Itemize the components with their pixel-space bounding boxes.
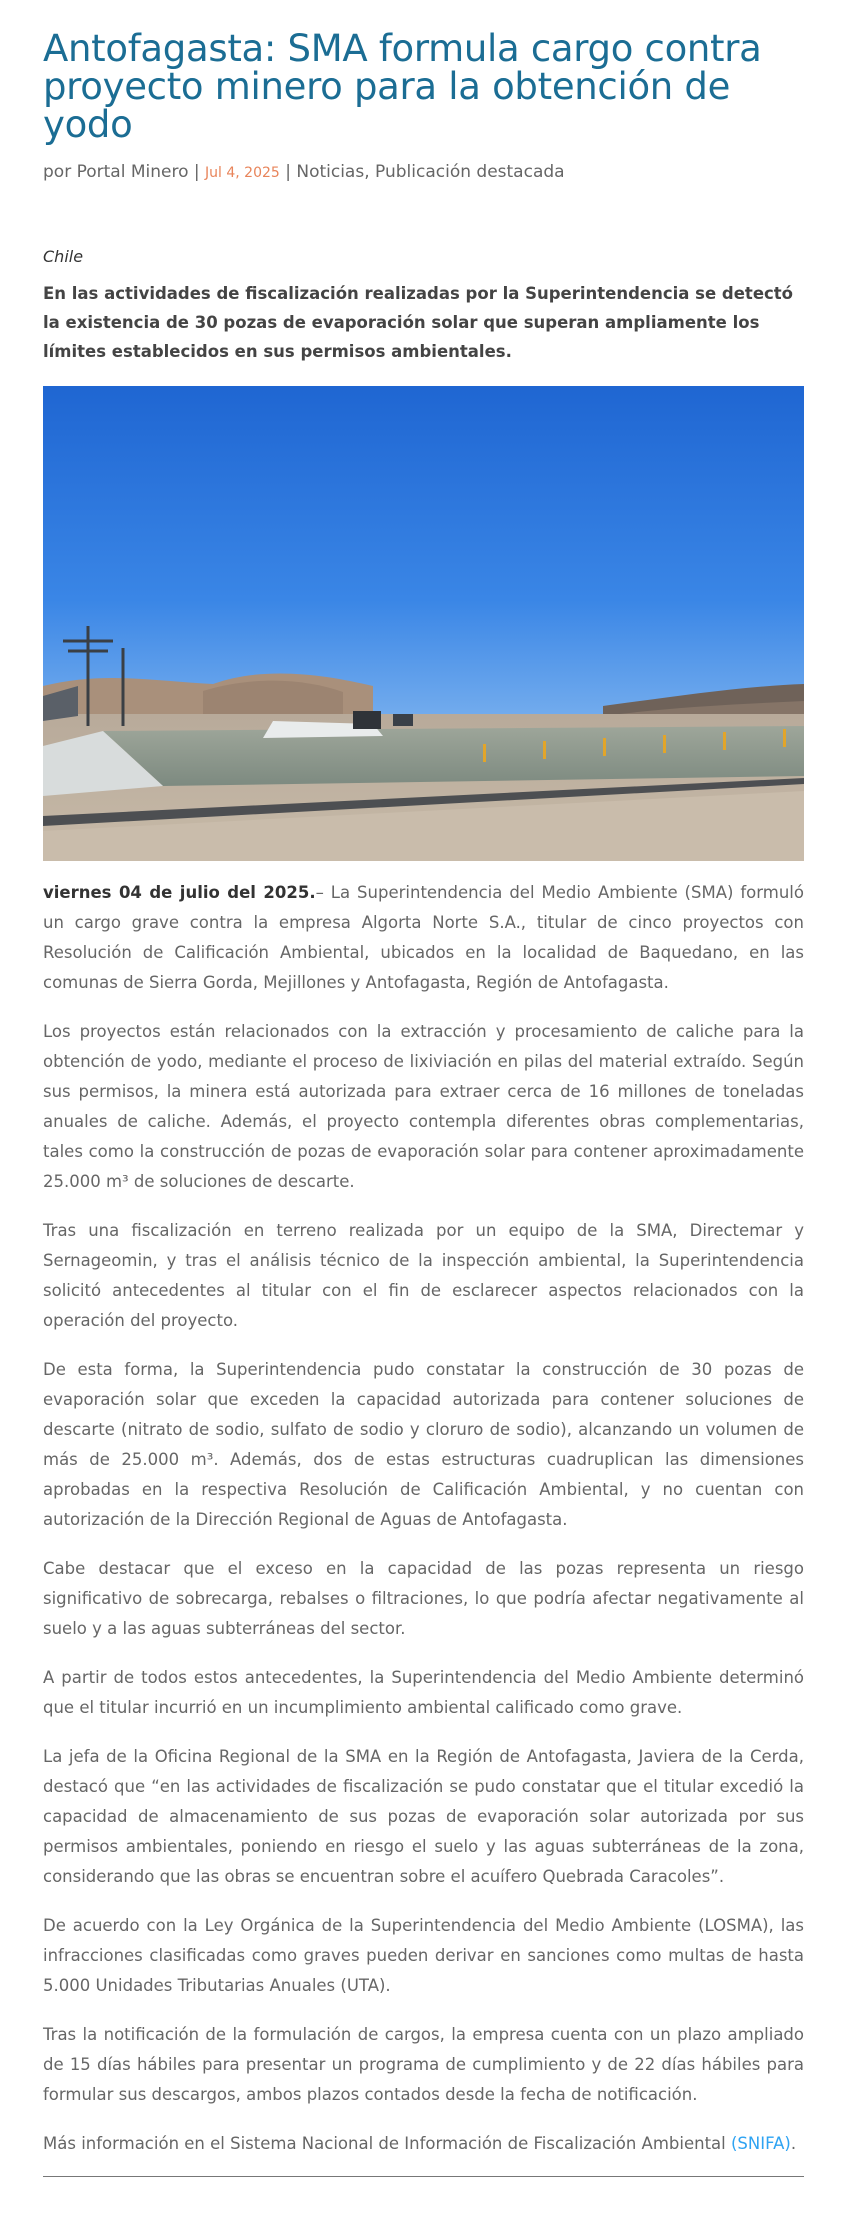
- meta-separator: |: [285, 162, 291, 182]
- meta-comma: ,: [364, 162, 376, 182]
- dateline: viernes 04 de julio del 2025.: [43, 883, 316, 902]
- snifa-link[interactable]: (SNIFA): [731, 2134, 791, 2153]
- meta-separator: |: [193, 162, 200, 182]
- paragraph: De acuerdo con la Ley Orgánica de la Superintendencia del Medio Ambiente (LOSMA), las infracciones clasificadas como graves pueden derivar en sanciones como multas de hasta 5.000 Unidades Tributarias Anuales (UTA).: [43, 1916, 804, 1995]
- post-meta: [43, 160, 804, 185]
- author-link[interactable]: Portal Minero: [76, 162, 189, 182]
- paragraph: A partir de todos estos antecedentes, la Superintendencia del Medio Ambiente determinó que el titular incurrió en un incumplimiento ambiental calificado como grave.: [43, 1668, 804, 1717]
- paragraph-text: – La Superintendencia del Medio Ambiente (SMA) formuló un cargo grave contra la empresa Algorta Norte S.A., titular de cinco proyectos con Resolución de Calificación Ambiental, ubicados en la localidad de Baquedano, en las comunas de Sierra Gorda, Mejillones y Antofagasta, Región de Antofagasta.: [43, 883, 804, 992]
- category-link-destacada[interactable]: Publicación destacada: [375, 162, 565, 182]
- article-body: [43, 878, 804, 2159]
- article-photo: [43, 386, 804, 861]
- more-info-text: Más información en el Sistema Nacional de Información de Fiscalización Ambiental: [43, 2134, 726, 2153]
- location-label: Chile: [43, 247, 84, 266]
- article-title: Antofagasta: SMA formula cargo contra proyecto minero para la obtención de yodo: [43, 27, 762, 146]
- category-link-noticias[interactable]: Noticias: [296, 162, 365, 182]
- article-lead: En las actividades de fiscalización realizadas por la Superintendencia se detectó la existencia de 30 pozas de evaporación solar que superan ampliamente los límites establecidos en sus permisos ambientales.: [43, 284, 794, 361]
- paragraph: [43, 878, 804, 998]
- article: [43, 0, 804, 2177]
- paragraph: De esta forma, la Superintendencia pudo constatar la construcción de 30 pozas de evaporación solar que exceden la capacidad autorizada para contener soluciones de descarte (nitrato de sodio, sulfato de sodio y cloruro de sodio), alcanzando un volumen de más de 25.000 m³. Además, dos de estas estructuras cuadruplican las dimensiones aprobadas en la respectiva Resolución de Calificación Ambiental, y no cuentan con autorización de la Dirección Regional de Aguas de Antofagasta.: [43, 1360, 804, 1529]
- publish-date: Jul 4, 2025: [205, 165, 280, 181]
- more-info-end: .: [790, 2134, 797, 2153]
- paragraph: La jefa de la Oficina Regional de la SMA en la Región de Antofagasta, Javiera de la Cerda, destacó que “en las actividades de fiscalización se pudo constatar que el titular excedió la capacidad de almacenamiento de sus pozas de evaporación solar autorizada por sus permisos ambientales, poniendo en riesgo el suelo y las aguas subterráneas de la zona, considerando que las obras se encuentran sobre el acuífero Quebrada Caracoles”.: [43, 1747, 804, 1886]
- divider: [43, 2176, 804, 2177]
- paragraph: Tras la notificación de la formulación de cargos, la empresa cuenta con un plazo ampliado de 15 días hábiles para presentar un programa de cumplimiento y de 22 días hábiles para formular sus descargos, ambos plazos contados desde la fecha de notificación.: [43, 2025, 804, 2104]
- paragraph: Los proyectos están relacionados con la extracción y procesamiento de caliche para la obtención de yodo, mediante el proceso de lixiviación en pilas del material extraído. Según sus permisos, la minera está autorizada para extraer cerca de 16 millones de toneladas anuales de caliche. Además, el proyecto contempla diferentes obras complementarias, tales como la construcción de pozas de evaporación solar para contener aproximadamente 25.000 m³ de soluciones de descarte.: [43, 1022, 804, 1191]
- paragraph: Cabe destacar que el exceso en la capacidad de las pozas representa un riesgo significativo de sobrecarga, rebalses o filtraciones, lo que podría afectar negativamente al suelo y a las aguas subterráneas del sector.: [43, 1559, 804, 1638]
- paragraph: [43, 2129, 804, 2159]
- meta-by: por: [43, 162, 72, 182]
- paragraph: Tras una fiscalización en terreno realizada por un equipo de la SMA, Directemar y Sernageomin, y tras el análisis técnico de la inspección ambiental, la Superintendencia solicitó antecedentes al titular con el fin de esclarecer aspectos relacionados con la operación del proyecto.: [43, 1221, 804, 1330]
